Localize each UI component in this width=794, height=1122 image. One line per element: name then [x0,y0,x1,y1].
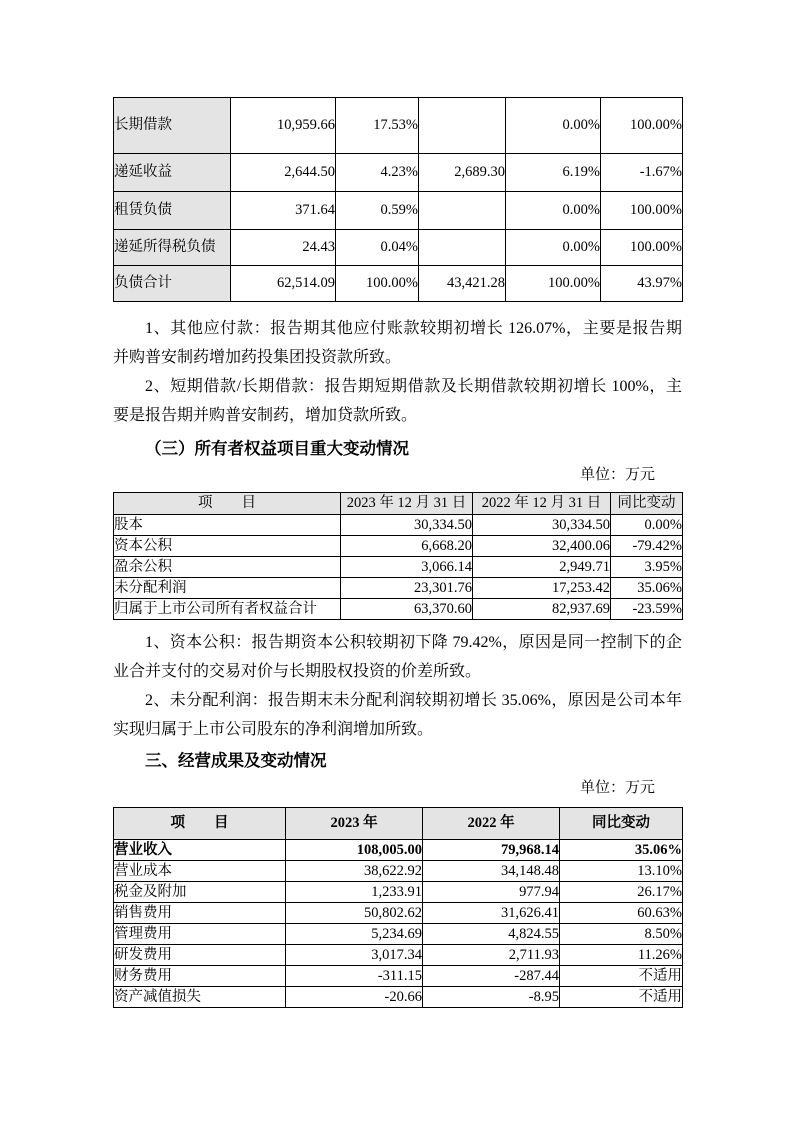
value-cell: 3,066.14 [341,557,473,578]
table-row [114,882,683,903]
note-line: 业合并支付的交易对价与长期股权投资的价差所致。 [113,663,482,680]
row-label-cell: 租赁负债 [114,192,231,230]
value-cell: 50,802.62 [286,903,423,924]
value-cell: 32,400.06 [473,536,611,557]
note-line: 1、其他应付款：报告期其他应付账款较期初增长 126.07%，主要是报告期 [145,320,682,337]
value-cell: 17,253.42 [473,578,611,599]
table-header-cell: 2022 年 12 月 31 日 [473,493,611,515]
value-cell: 43,421.28 [419,266,506,302]
value-cell: 13.10% [560,861,683,882]
table-header-cell: 项 目 [114,808,286,840]
value-cell: 0.00% [506,98,601,154]
row-label-cell: 递延收益 [114,154,231,192]
table-header-cell: 同比变动 [560,808,683,840]
row-label-cell: 归属于上市公司所有者权益合计 [114,599,341,620]
table-row [114,98,683,154]
value-cell: 不适用 [560,987,683,1008]
notes-after-liabilities [113,314,682,430]
note-line: 1、资本公积：报告期资本公积较期初下降 79.42%，原因是同一控制下的企 [145,634,682,651]
value-cell: 43.97% [601,266,683,302]
value-cell: 35.06% [560,840,683,861]
table-header-cell: 2023 年 12 月 31 日 [341,493,473,515]
table-header-cell: 2023 年 [286,808,423,840]
row-label-cell: 长期借款 [114,98,231,154]
row-label-cell: 资产减值损失 [114,987,286,1008]
value-cell: 2,711.93 [423,945,560,966]
section-heading-operating: 三、经营成果及变动情况 [145,751,327,770]
value-cell: 5,234.69 [286,924,423,945]
value-cell: 6.19% [506,154,601,192]
value-cell: 34,148.48 [423,861,560,882]
table-row [114,557,683,578]
value-cell: 100.00% [336,266,419,302]
note-line: 要是报告期并购普安制药，增加贷款所致。 [113,407,418,424]
table-header-cell: 项 目 [114,493,341,515]
table-row [114,903,683,924]
value-cell: -1.67% [601,154,683,192]
value-cell [419,98,506,154]
value-cell: 100.00% [601,192,683,230]
table-header-row [114,493,683,515]
value-cell: 30,334.50 [473,515,611,536]
value-cell: 0.00% [611,515,683,536]
equity-table [113,492,683,620]
table-row [114,840,683,861]
value-cell [419,230,506,266]
document-page [113,97,682,1008]
value-cell: 3,017.34 [286,945,423,966]
value-cell: 4,824.55 [423,924,560,945]
value-cell: -23.59% [611,599,683,620]
row-label-cell: 盈余公积 [114,557,341,578]
row-label-cell: 未分配利润 [114,578,341,599]
table-row [114,154,683,192]
value-cell: 1,233.91 [286,882,423,903]
value-cell: 35.06% [611,578,683,599]
value-cell: 11.26% [560,945,683,966]
value-cell: 30,334.50 [341,515,473,536]
table-row [114,987,683,1008]
row-label-cell: 股本 [114,515,341,536]
value-cell [419,192,506,230]
table-row [114,945,683,966]
row-label-cell: 营业成本 [114,861,286,882]
table-row [114,966,683,987]
unit-label: 单位：万元 [579,780,655,796]
table-row [114,861,683,882]
unit-label: 单位：万元 [579,467,655,483]
notes-after-equity [113,628,682,744]
row-label-cell: 财务费用 [114,966,286,987]
table-row [114,536,683,557]
row-label-cell: 负债合计 [114,266,231,302]
note-line: 实现归属于上市公司股东的净利润增加所致。 [113,721,434,738]
value-cell: 17.53% [336,98,419,154]
note-paragraph [113,372,682,430]
table-row [114,192,683,230]
value-cell: 977.94 [423,882,560,903]
value-cell: 24.43 [231,230,336,266]
value-cell: 0.04% [336,230,419,266]
value-cell: 0.59% [336,192,419,230]
table-row [114,924,683,945]
value-cell: 2,644.50 [231,154,336,192]
value-cell: 31,626.41 [423,903,560,924]
liabilities-table [113,97,683,302]
value-cell: 2,949.71 [473,557,611,578]
table-row [114,578,683,599]
row-label-cell: 资本公积 [114,536,341,557]
value-cell: 10,959.66 [231,98,336,154]
value-cell: 100.00% [506,266,601,302]
note-paragraph [113,686,682,744]
table-header-row [114,808,683,840]
value-cell: 82,937.69 [473,599,611,620]
note-line: 2、短期借款/长期借款：报告期短期借款及长期借款较期初增长 100%，主 [145,378,682,395]
value-cell: 79,968.14 [423,840,560,861]
value-cell: 26.17% [560,882,683,903]
value-cell: 2,689.30 [419,154,506,192]
value-cell: 63,370.60 [341,599,473,620]
value-cell: 3.95% [611,557,683,578]
value-cell: 8.50% [560,924,683,945]
value-cell: 60.63% [560,903,683,924]
table-row [114,266,683,302]
value-cell: 不适用 [560,966,683,987]
value-cell: 100.00% [601,98,683,154]
value-cell: -20.66 [286,987,423,1008]
note-paragraph [113,628,682,686]
value-cell: 371.64 [231,192,336,230]
value-cell: 6,668.20 [341,536,473,557]
note-line: 2、未分配利润：报告期末未分配利润较期初增长 35.06%，原因是公司本年 [145,692,682,709]
value-cell: -79.42% [611,536,683,557]
note-paragraph [113,314,682,372]
table-row [114,230,683,266]
row-label-cell: 管理费用 [114,924,286,945]
row-label-cell: 税金及附加 [114,882,286,903]
row-label-cell: 营业收入 [114,840,286,861]
row-label-cell: 销售费用 [114,903,286,924]
row-label-cell: 递延所得税负债 [114,230,231,266]
value-cell: 38,622.92 [286,861,423,882]
value-cell: 0.00% [506,192,601,230]
value-cell: 0.00% [506,230,601,266]
value-cell: 108,005.00 [286,840,423,861]
row-label-cell: 研发费用 [114,945,286,966]
value-cell: 4.23% [336,154,419,192]
value-cell: 23,301.76 [341,578,473,599]
table-row [114,515,683,536]
value-cell: 62,514.09 [231,266,336,302]
value-cell: -287.44 [423,966,560,987]
table-row [114,599,683,620]
value-cell: -8.95 [423,987,560,1008]
value-cell: 100.00% [601,230,683,266]
operating-results-table [113,807,683,1008]
table-header-cell: 同比变动 [611,493,683,515]
table-header-cell: 2022 年 [423,808,560,840]
note-line: 并购普安制药增加药投集团投资款所致。 [113,349,402,366]
value-cell: -311.15 [286,966,423,987]
section-heading-equity: （三）所有者权益项目重大变动情况 [145,439,409,458]
